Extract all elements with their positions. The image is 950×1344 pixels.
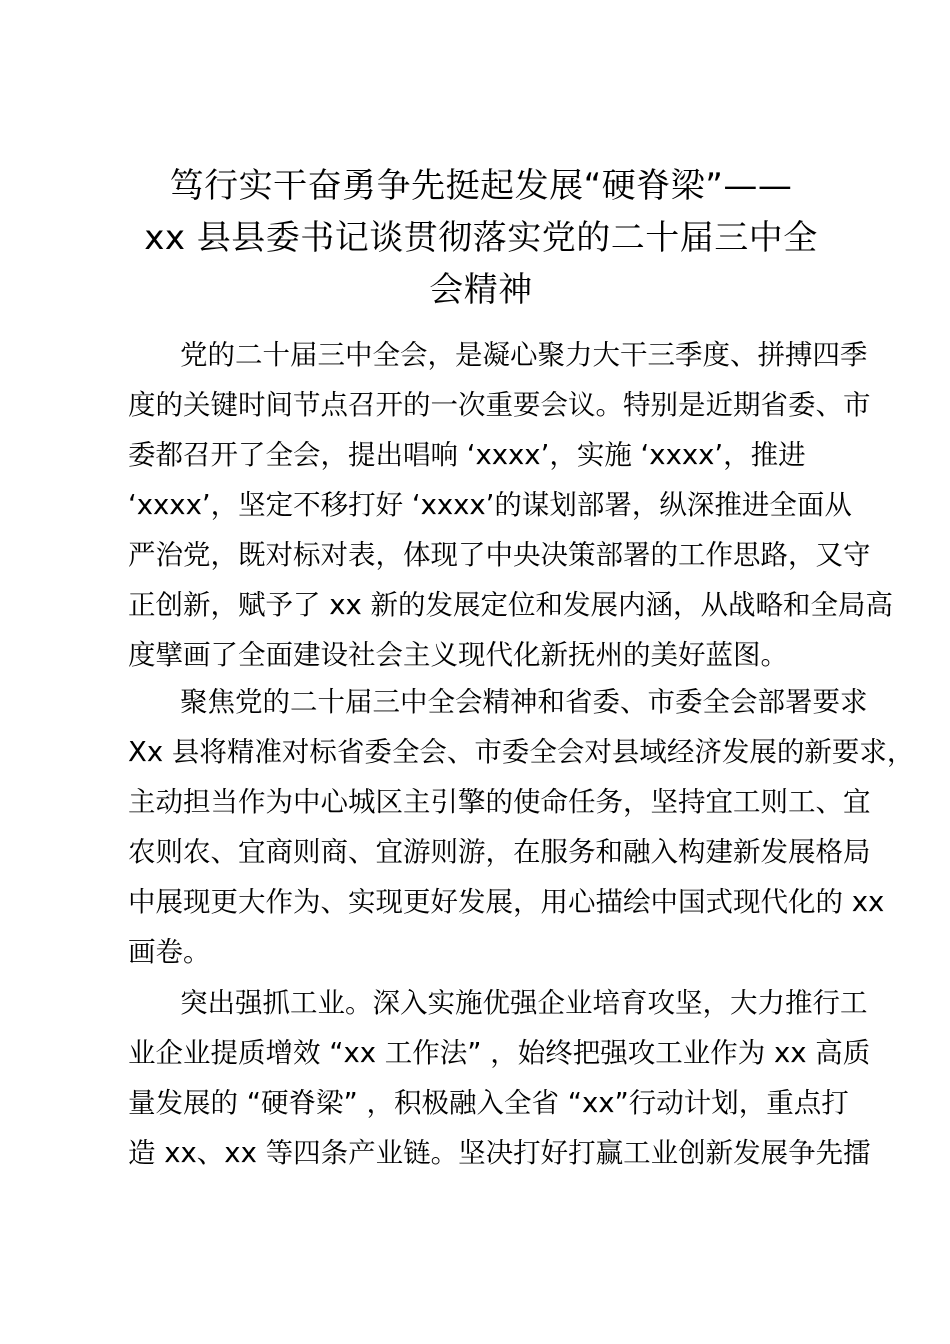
paragraph-line: 度的关键时间节点召开的一次重要会议。特别是近期省委、市 [128,389,871,421]
paragraph-1 [128,330,894,680]
paragraph-line: 中展现更大作为、实现更好发展，用心描绘中国式现代化的 xx [128,886,885,918]
title-line: xx 县县委书记谈贯彻落实党的二十届三中全 [144,218,818,258]
paragraph-line: 党的二十届三中全会，是凝心聚力大干三季度、拼搏四季 [180,339,868,371]
paragraph-line: 委都召开了全会，提出唱响 ‘xxxx’，实施 ‘xxxx’，推进 [128,439,806,471]
paragraph-line: Xx 县将精准对标省委全会、市委全会对县域经济发展的新要求， [128,736,915,768]
paragraph-line: 突出强抓工业。深入实施优强企业培育攻坚，大力推行工 [180,987,868,1019]
title-line: 会精神 [429,270,533,310]
paragraph-2 [128,677,915,977]
document-title [128,160,834,316]
paragraph-line: 聚焦党的二十届三中全会精神和省委、市委全会部署要求 [180,686,868,718]
paragraph-line: 画卷。 [128,936,211,968]
paragraph-line: 量发展的 “硬脊梁” ，积极融入全省 “xx”行动计划，重点打 [128,1087,849,1119]
paragraph-line: 度擘画了全面建设社会主义现代化新抚州的美好蓝图。 [128,639,788,671]
paragraph-line: 业企业提质增效 “xx 工作法” ，始终把强攻工业作为 xx 高质 [128,1037,871,1069]
paragraph-line: 农则农、宜商则商、宜游则游，在服务和融入构建新发展格局 [128,836,871,868]
paragraph-3 [128,978,871,1178]
paragraph-line: ‘xxxx’，坚定不移打好 ‘xxxx’的谋划部署，纵深推进全面从 [128,489,852,521]
paragraph-line: 严治党，既对标对表，体现了中央决策部署的工作思路，又守 [128,539,871,571]
title-line: 笃行实干奋勇争先挺起发展“硬脊梁”—— [169,166,793,206]
paragraph-line: 主动担当作为中心城区主引擎的使命任务，坚持宜工则工、宜 [128,786,871,818]
paragraph-line: 正创新，赋予了 xx 新的发展定位和发展内涵，从战略和全局高 [128,589,894,621]
paragraph-line: 造 xx、xx 等四条产业链。坚决打好打赢工业创新发展争先擂 [128,1137,871,1169]
